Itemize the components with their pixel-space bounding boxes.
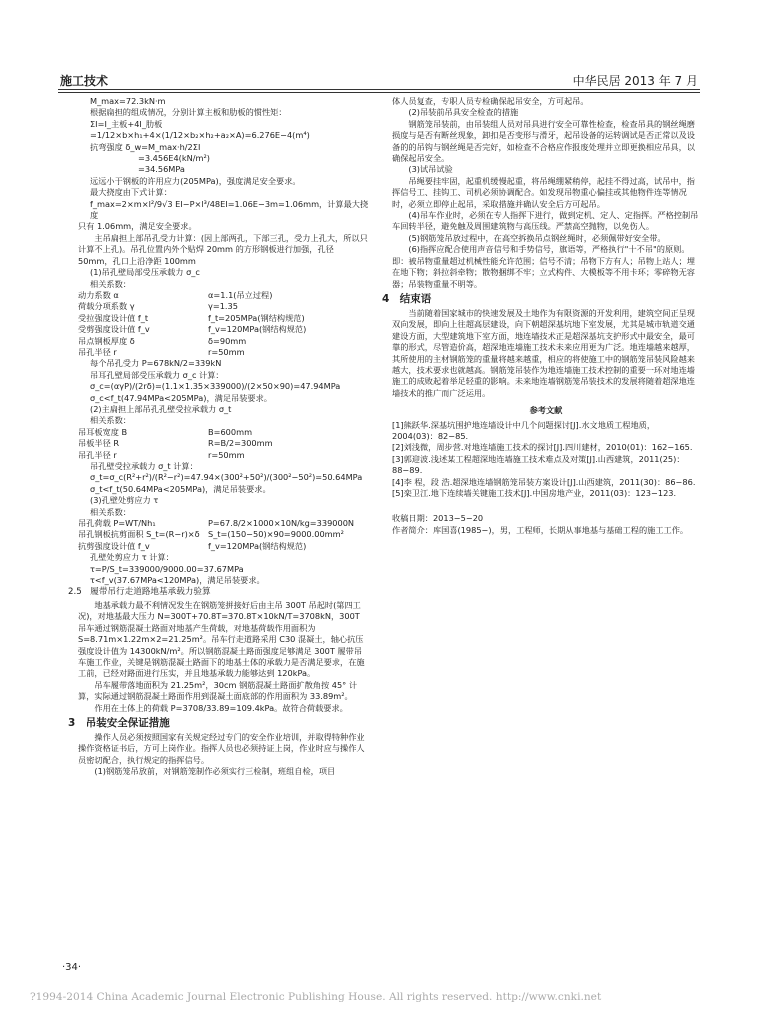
param-name: 吊耳板宽度 B bbox=[78, 426, 128, 437]
subsection-heading: 2.5 履带吊行走道路地基承载力验算 bbox=[68, 587, 211, 598]
param-value: P=67.8/2×1000×10N/kg=339000N bbox=[208, 518, 355, 529]
paragraph: 钢筋笼吊装前，由吊装组人员对吊具进行安全可靠性检查，检查吊具的钢丝绳磨损度与是否有断丝现象，卸扣是否变形与滑牙，起吊设备的运转调试是否正常以及设备的的吊钩与钢丝绳是否完好，如检查不合格应作报废处理并立即更换相应吊具，以确保起吊安全。 bbox=[392, 118, 695, 164]
formula-line: σ_t<f_t(50.64MPa<205MPa)，满足吊装要求。 bbox=[90, 483, 271, 494]
left_column-param-row bbox=[78, 529, 370, 540]
reference-item: [1]熊跃华.深基坑围护地连墙设计中几个问题探讨[J].水文地质工程地质，2004(03)：82−85. bbox=[392, 419, 656, 441]
section-heading: 3 吊装安全保证措施 bbox=[68, 716, 170, 729]
left_column-param-row bbox=[78, 438, 370, 449]
left_column-param-row bbox=[78, 313, 370, 324]
journal-issue-label: 中华民居 2013 年 7 月 bbox=[572, 74, 698, 88]
reference-item: [2]刘浅微，周步营.对地连墙施工技术的探讨[J].四川建材，2010(01)：162−165. bbox=[392, 442, 693, 453]
left_column-param-row bbox=[78, 518, 370, 529]
formula-line: 孔壁处剪应力 τ 计算： bbox=[90, 552, 174, 563]
param-value: γ=1.35 bbox=[208, 301, 238, 312]
param-name: 受剪强度设计值 f_v bbox=[78, 324, 150, 335]
formula-line: 吊孔壁受拉承载力 σ_t 计算： bbox=[90, 461, 198, 471]
section-heading: 4 结束语 bbox=[382, 292, 432, 305]
right-column bbox=[382, 96, 700, 536]
paragraph: 体人员复查，专职人员专检确保起吊安全，方可起吊。 bbox=[392, 96, 589, 106]
paragraph: (6)指挥应配合使用声音信号和手势信号，旗语等，严格执行"十不吊"的原则。即：被吊物重量超过机械性能允许范围；信号不清；吊物下方有人；吊物上站人；埋在地下物；斜拉斜牵物；散物捆绑不牢；立式构件、大模板等不用卡环；零碎物无容器；吊装物重量不明等。 bbox=[392, 244, 695, 289]
paragraph: 只有 1.06mm，满足安全要求。 bbox=[78, 221, 197, 232]
formula-line: (1)吊孔壁局部受压承载力 σ_c bbox=[90, 267, 200, 278]
reference-item: [4]李 程，段 浩.超深地连墙钢筋笼吊装方案设计[J].山西建筑，2011(30)：86−86. bbox=[392, 476, 696, 487]
reference-item: [5]栾卫江.地下连续墙关键施工技术[J].中国房地产业，2011(03)：123−123. bbox=[392, 488, 677, 498]
formula-line: 根据扁担的组成情况，分别计算主板和肋板的惯性矩： bbox=[90, 107, 287, 118]
param-value: δ=90mm bbox=[208, 335, 247, 346]
references-list bbox=[392, 420, 700, 500]
paragraph: 操作人员必须按照国家有关规定经过专门的安全作业培训，并取得特种作业操作资格证书后，方可上岗作业。指挥人员也必须持证上岗，作业时应与操作人员密切配合，执行规定的指挥信号。 bbox=[78, 731, 365, 765]
param-name: 荷载分项系数 γ bbox=[78, 301, 135, 312]
formula-line: M_max=72.3kN·m bbox=[90, 96, 166, 106]
param-name: 吊板半径 R bbox=[78, 438, 120, 449]
param-name: 吊孔钢板抗剪面积 S_t=(R−r)×δ bbox=[78, 529, 200, 540]
param-value: r=50mm bbox=[208, 449, 245, 460]
references-title: 参考文献 bbox=[529, 405, 563, 416]
paragraph: 当前随着国家城市的快速发展及土地作为有限资源的开发利用，建筑空间正呈现双向发展，即向上往超高层建设，向下朝超深基坑地下室发展，尤其是城市轨道交通建设方面，大型建筑地下室方面，地连墙技术正是超深基坑支护形式中最安全，最可靠的形式，尽管造价高，超深地连墙施工技术未来应用更为广泛。地连墙越来越厚，其所使用的主材钢筋笼的重量将越来越重，相应的将使施工中的钢筋笼吊装风险越来越大，技术要求也就越高。钢筋笼吊装作为地连墙施工技术控制的重要一环对地连墙施工的成败起着举足轻重的影响。未来地连墙钢筋笼吊装技术的发展将随着超深地连墙技术的推广而广泛运用。 bbox=[392, 307, 695, 398]
paragraph: 地基承载力最不利情况发生在钢筋笼拼接好后由主吊 300T 吊起时(第四工况)，对地基最大压力 N=300T+70.8T=370.8T×10kN/T=3708kN，300T 吊车通过钢筋混凝土路面对地基产生荷载，对地基荷载作用面积为 S=8.71m×1.22m×2=21.25m²。吊车行走道路采用 C30 混凝土，轴心抗压强度设计值为 14300kN/m²。所以钢筋混凝土路面强度足够满足 300T 履带吊车施工作业，关键是钢筋混凝土路面下的地基土体的承载力是否满足要求，在施工前，已经对路面进行压实，并且地基承载力能够达到 120kPa。 bbox=[78, 599, 365, 679]
formula-line: 相关系数： bbox=[90, 506, 131, 517]
left_column-param-row bbox=[78, 541, 370, 552]
left_column-param-row bbox=[78, 290, 370, 301]
param-value: α=1.1(吊立过程) bbox=[208, 289, 273, 300]
paragraph: (3)试吊试验 bbox=[408, 164, 453, 175]
left_column-param-row bbox=[78, 450, 370, 461]
reference-item: [3]郭迎波.浅述某工程超深地连墙施工技术难点及对策[J].山西建筑，2011(25)：88−89. bbox=[392, 453, 685, 476]
param-name: 动力系数 α bbox=[78, 289, 119, 300]
paragraph: (2)吊装前吊具安全检查的措施 bbox=[408, 107, 519, 118]
journal-section-title: 施工技术 bbox=[60, 74, 109, 88]
paragraph: 作用在土体上的荷载 P=3708/33.89=109.4kPa。故符合荷载要求。 bbox=[94, 702, 348, 713]
formula-line: 相关系数： bbox=[90, 415, 131, 426]
formula-line: ΣI=I_主板+4I_肋板=1/12×b×h₁+4×(1/12×b₂×h₂+a₂×A)=6.276E−4(m⁴) bbox=[90, 118, 310, 141]
param-name: 吊孔荷载 P=WT/Nh₁ bbox=[78, 518, 156, 529]
formula-line: σ_t=σ_c(R²+r²)/(R²−r²)=47.94×(300²+50²)/(300²−50²)=50.64MPa bbox=[90, 472, 363, 483]
copyright-notice: ?1994-2014 China Academic Journal Electronic Publishing House. All rights reserved. http://www.cnki.net bbox=[30, 991, 602, 1003]
right-column-body bbox=[382, 96, 700, 399]
formula-line: 吊耳孔壁局部受压承载力 σ_c 计算： bbox=[90, 369, 224, 380]
formula-line: =3.456E4(kN/m²) bbox=[138, 153, 210, 164]
formula-line: 每个吊孔受力 P=678kN/2=339kN bbox=[90, 358, 222, 369]
param-value: f_v=120MPa(钢结构规范) bbox=[208, 324, 307, 335]
param-name: 吊点钢板厚度 δ bbox=[78, 335, 135, 346]
param-value: r=50mm bbox=[208, 346, 245, 357]
formula-line: σ_c=(αγP)/(2rδ)=(1.1×1.35×339000)/(2×50×90)=47.94MPa bbox=[90, 381, 341, 392]
formula-line: (2)主扁担上部吊孔孔壁受拉承载力 σ_t bbox=[90, 403, 232, 414]
left_column-param-row bbox=[78, 336, 370, 347]
header-rule bbox=[58, 89, 700, 93]
param-value: f_v=120MPa(钢结构规范) bbox=[208, 540, 307, 551]
left_column-param-row bbox=[78, 347, 370, 358]
paragraph: (5)钢筋笼吊放过程中，在高空拆换吊点钢丝绳时，必须佩带好安全带。 bbox=[408, 232, 666, 243]
left-column bbox=[68, 96, 370, 778]
param-name: 抗剪强度设计值 f_v bbox=[78, 540, 150, 551]
formula-line: 抗弯强度 δ_w=M_max·h/2ΣI bbox=[90, 141, 201, 152]
paragraph: (1)钢筋笼吊放前，对钢筋笼制作必须实行三检制，班组自检，项目 bbox=[94, 766, 336, 777]
left_column-param-row bbox=[78, 324, 370, 335]
formula-line: 相关系数： bbox=[90, 278, 131, 289]
param-value: B=600mm bbox=[208, 426, 253, 437]
formula-line: σ_c<f_t(47.94MPa<205MPa)，满足吊装要求。 bbox=[90, 392, 272, 403]
left_column-param-row bbox=[78, 301, 370, 312]
formula-line: f_max=2×m×l²/9√3 EI−P×l³/48EI=1.06E−3m=1.06mm，计算最大挠度 bbox=[90, 198, 369, 221]
formula-line: τ<f_v(37.67MPa<120MPa)，满足吊装要求。 bbox=[90, 575, 265, 586]
param-name: 吊孔半径 r bbox=[78, 346, 117, 357]
paragraph: (4)吊车作业时，必须在专人指挥下进行，做到定机、定人、定指挥。严格控制吊车回转半径，避免触及周围建筑物与高压线。严禁高空抛物，以免伤人。 bbox=[392, 210, 699, 232]
param-name: 吊孔半径 r bbox=[78, 449, 117, 460]
param-value: S_t=(150−50)×90=9000.00mm² bbox=[208, 529, 344, 540]
received-date: 收稿日期：2013−5−20 bbox=[392, 513, 484, 524]
formula-line: =34.56MPa bbox=[138, 164, 185, 175]
paragraph: 吊车履带落地面积为 21.25m²，30cm 钢筋混凝土路面扩散角按 45° 计算，实际通过钢筋混凝土路面作用到混凝土面底部的作用面积为 33.89m²。 bbox=[78, 679, 358, 702]
formula-line: (3)孔壁处剪应力 τ bbox=[90, 495, 159, 506]
left_column-param-row bbox=[78, 427, 370, 438]
param-value: f_t=205MPa(钢结构规范) bbox=[208, 312, 305, 323]
author-bio: 作者简介：库国喜(1985−)，男，工程师，长期从事地基与基础工程的施工工作。 bbox=[392, 524, 689, 535]
formula-line: 最大挠度由下式计算： bbox=[90, 187, 172, 198]
paragraph: 主吊扁担上部吊孔受力计算：(因上部两孔，下部三孔，受力上孔大，所以只计算不上孔)。吊孔位置内外个贴焊 20mm 的方形钢板进行加强，孔径 50mm，孔口上沿净距 100mm bbox=[78, 232, 368, 266]
formula-line: 远远小于钢板的许用应力(205MPa)，强度满足安全要求。 bbox=[90, 175, 301, 186]
page-number: ·34· bbox=[62, 962, 82, 973]
paragraph: 吊绳要挂牢固，起重机缓慢起重，将吊绳绷紧稍停，起挂不得过高，试吊中，指挥信号工、挂钩工、司机必须协调配合。如发现吊物重心偏挂或其他物件连等情况时，必须立即停止起吊，采取措施并确认安全后方可起吊。 bbox=[392, 175, 695, 209]
formula-line: τ=P/S_t=339000/9000.00=37.67MPa bbox=[90, 563, 244, 574]
param-name: 受拉强度设计值 f_t bbox=[78, 312, 149, 323]
param-value: R=B/2=300mm bbox=[208, 438, 273, 449]
